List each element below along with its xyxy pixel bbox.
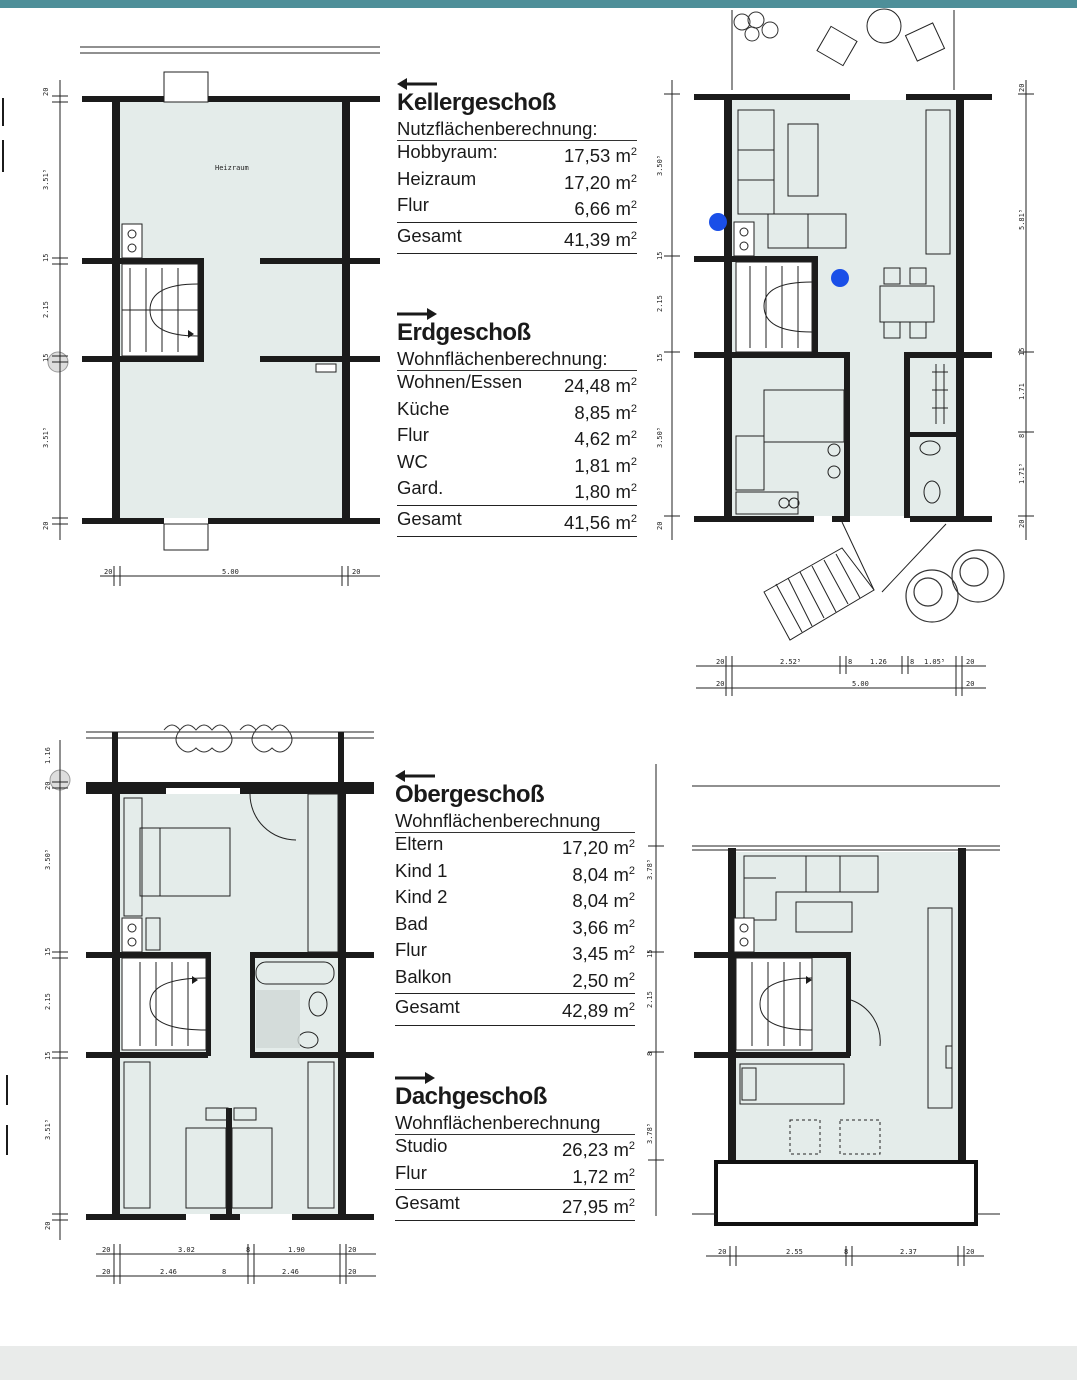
area-value: 3,66 $m^2$ xyxy=(572,916,635,938)
area-value: 17,20 $m^2$ xyxy=(562,837,635,859)
dim-label: 3.02 xyxy=(178,1246,195,1254)
dim-label: 20 xyxy=(1018,519,1026,528)
dim-label: 5.00 xyxy=(852,680,869,688)
dim-label: 3.51⁵ xyxy=(42,426,50,448)
dim-label: 2.15 xyxy=(44,993,52,1010)
area-value: 4,62 $m^2$ xyxy=(574,428,637,450)
area-row xyxy=(395,966,635,993)
dim-label: 8 xyxy=(222,1268,227,1276)
area-row xyxy=(395,1162,635,1189)
dim-label: 20 xyxy=(656,521,664,530)
dim-label: 20 xyxy=(42,87,50,96)
area-label: WC xyxy=(397,450,428,472)
area-row xyxy=(397,477,637,504)
area-rows xyxy=(397,141,637,221)
dim-label: 2.15 xyxy=(656,295,664,312)
plan-obergeschoss xyxy=(44,725,376,1284)
dim-label: 3.51⁵ xyxy=(44,1118,52,1140)
area-label: Bad xyxy=(395,912,428,934)
area-rows xyxy=(395,1135,635,1188)
area-row xyxy=(397,451,637,478)
area-label: Flur xyxy=(397,194,429,216)
dim-label: 20 xyxy=(102,1268,111,1276)
dim-label: 15 xyxy=(656,353,664,362)
area-label: Wohnen/Essen xyxy=(397,371,523,392)
dim-label: 15 xyxy=(646,949,654,958)
area-row xyxy=(397,424,637,451)
area-value: 17,20 $m^2$ xyxy=(564,171,637,193)
dim-label: 1.90 xyxy=(288,1246,305,1254)
area-value: 1,81 $m^2$ xyxy=(574,454,637,476)
area-label: Studio xyxy=(395,1135,448,1156)
dim-label: 8 xyxy=(246,1246,251,1254)
plan-kellergeschoss xyxy=(42,47,380,586)
dim-label: 20 xyxy=(966,658,975,666)
dim-label: 15 xyxy=(44,947,52,956)
dim-label: 2.46 xyxy=(160,1268,177,1276)
dim-label: 5.00 xyxy=(222,568,239,576)
dim-label: 20 xyxy=(716,658,725,666)
dim-label: 8 xyxy=(910,658,915,666)
area-total: Gesamt 27,95 $m^2$ xyxy=(395,1189,635,1221)
area-value: 8,04 $m^2$ xyxy=(572,890,635,912)
section-title: Erdgeschoß xyxy=(397,319,531,346)
dim-label: 8 xyxy=(844,1248,849,1256)
area-value: 3,45 $m^2$ xyxy=(572,943,635,965)
area-row xyxy=(397,398,637,425)
dim-label: 3.78⁵ xyxy=(646,858,654,880)
area-row xyxy=(397,371,637,398)
area-row xyxy=(397,168,637,195)
area-label: Kind 2 xyxy=(395,886,448,908)
section-title: Kellergeschoß xyxy=(397,89,556,116)
area-value: 26,23 $m^2$ xyxy=(562,1139,635,1161)
area-value: 8,85 $m^2$ xyxy=(574,401,637,423)
blue-marker xyxy=(709,213,727,231)
area-value: 8,04 $m^2$ xyxy=(572,863,635,885)
plan-erdgeschoss xyxy=(656,9,1034,696)
dim-label: 2.15 xyxy=(646,991,654,1008)
area-label: Flur xyxy=(395,939,427,961)
area-row xyxy=(397,141,637,168)
area-row xyxy=(395,833,635,860)
dim-label: 20 xyxy=(42,521,50,530)
area-total: Gesamt 41,56 $m^2$ xyxy=(397,505,637,537)
section-erdgeschoss xyxy=(397,308,637,537)
dim-label: 15 xyxy=(42,253,50,262)
area-row xyxy=(397,194,637,221)
dim-label: 20 xyxy=(44,781,52,790)
dim-label: 20 xyxy=(352,568,361,576)
section-obergeschoss xyxy=(395,770,635,1026)
dim-label: 20 xyxy=(716,680,725,688)
area-row xyxy=(395,860,635,887)
dim-label: 20 xyxy=(1018,83,1026,92)
dim-label: 1.16 xyxy=(44,747,52,764)
area-label: Heizraum xyxy=(397,167,477,189)
dim-label: 15 xyxy=(656,251,664,260)
area-label: Hobbyraum: xyxy=(397,141,498,162)
area-total: Gesamt 42,89 $m^2$ xyxy=(395,993,635,1025)
dim-label: 8 xyxy=(1018,433,1026,438)
dim-label: 8 xyxy=(646,1051,654,1056)
area-value: 17,53 $m^2$ xyxy=(564,145,637,167)
room-label-heizraum: Heizraum xyxy=(215,164,249,172)
dim-label: 1.26 xyxy=(870,658,887,666)
dim-label: 20 xyxy=(966,680,975,688)
dim-label: 5.81⁵ xyxy=(1018,208,1026,230)
area-row xyxy=(395,913,635,940)
dim-label: 3.50⁵ xyxy=(656,154,664,176)
dim-label: 3.78⁵ xyxy=(646,1122,654,1144)
dim-label: 1.71⁵ xyxy=(1018,462,1026,484)
area-label: Eltern xyxy=(395,833,444,854)
section-title: Dachgeschoß xyxy=(395,1083,547,1110)
dim-label: 20 xyxy=(44,1221,52,1230)
dim-label: 20 xyxy=(718,1248,727,1256)
area-label: Gard. xyxy=(397,477,444,499)
area-row xyxy=(395,939,635,966)
area-label: Balkon xyxy=(395,965,452,987)
dim-label: 3.50⁵ xyxy=(44,848,52,870)
area-value: 1,72 $m^2$ xyxy=(572,1165,635,1187)
area-label: Kind 1 xyxy=(395,859,448,881)
area-value: 24,48 $m^2$ xyxy=(564,375,637,397)
dim-label: 20 xyxy=(348,1268,357,1276)
dim-label: 20 xyxy=(348,1246,357,1254)
area-label: Flur xyxy=(395,1161,427,1183)
dim-label: 20 xyxy=(102,1246,111,1254)
area-value: 1,80 $m^2$ xyxy=(574,481,637,503)
area-label: Küche xyxy=(397,397,450,419)
dim-label: 15 xyxy=(1018,347,1026,356)
bottom-bar xyxy=(0,1346,1077,1380)
area-value: 2,50 $m^2$ xyxy=(572,969,635,991)
dim-label: 20 xyxy=(104,568,113,576)
dim-label: 20 xyxy=(966,1248,975,1256)
dim-label: 1.05⁵ xyxy=(924,658,946,666)
dim-label: 8 xyxy=(848,658,853,666)
blue-marker xyxy=(831,269,849,287)
section-subtitle: Wohnflächenberechnung xyxy=(395,1112,635,1135)
section-dachgeschoss xyxy=(395,1072,635,1221)
dim-label: 1.71 xyxy=(1018,383,1026,400)
dim-label: 2.52⁵ xyxy=(780,658,802,666)
dim-label: 15 xyxy=(42,353,50,362)
dim-label: 2.46 xyxy=(282,1268,299,1276)
dim-label: 2.15 xyxy=(42,301,50,318)
section-kellergeschoss xyxy=(397,78,637,254)
dim-label: 2.37 xyxy=(900,1248,917,1256)
area-value: 6,66 $m^2$ xyxy=(574,198,637,220)
section-subtitle: Nutzflächenberechnung: xyxy=(397,118,637,141)
dim-label: 2.55 xyxy=(786,1248,803,1256)
dim-label: 3.51⁵ xyxy=(42,168,50,190)
area-row xyxy=(395,886,635,913)
area-rows xyxy=(395,833,635,992)
area-total: Gesamt 41,39 $m^2$ xyxy=(397,222,637,254)
area-rows xyxy=(397,371,637,504)
dim-label: 15 xyxy=(44,1051,52,1060)
section-subtitle: Wohnflächenberechnung xyxy=(395,810,635,833)
area-label: Flur xyxy=(397,424,429,446)
area-row xyxy=(395,1135,635,1162)
plan-dachgeschoss xyxy=(646,764,1000,1266)
section-title: Obergeschoß xyxy=(395,781,545,808)
dim-label: 3.50⁵ xyxy=(656,426,664,448)
section-subtitle: Wohnflächenberechnung: xyxy=(397,348,637,371)
